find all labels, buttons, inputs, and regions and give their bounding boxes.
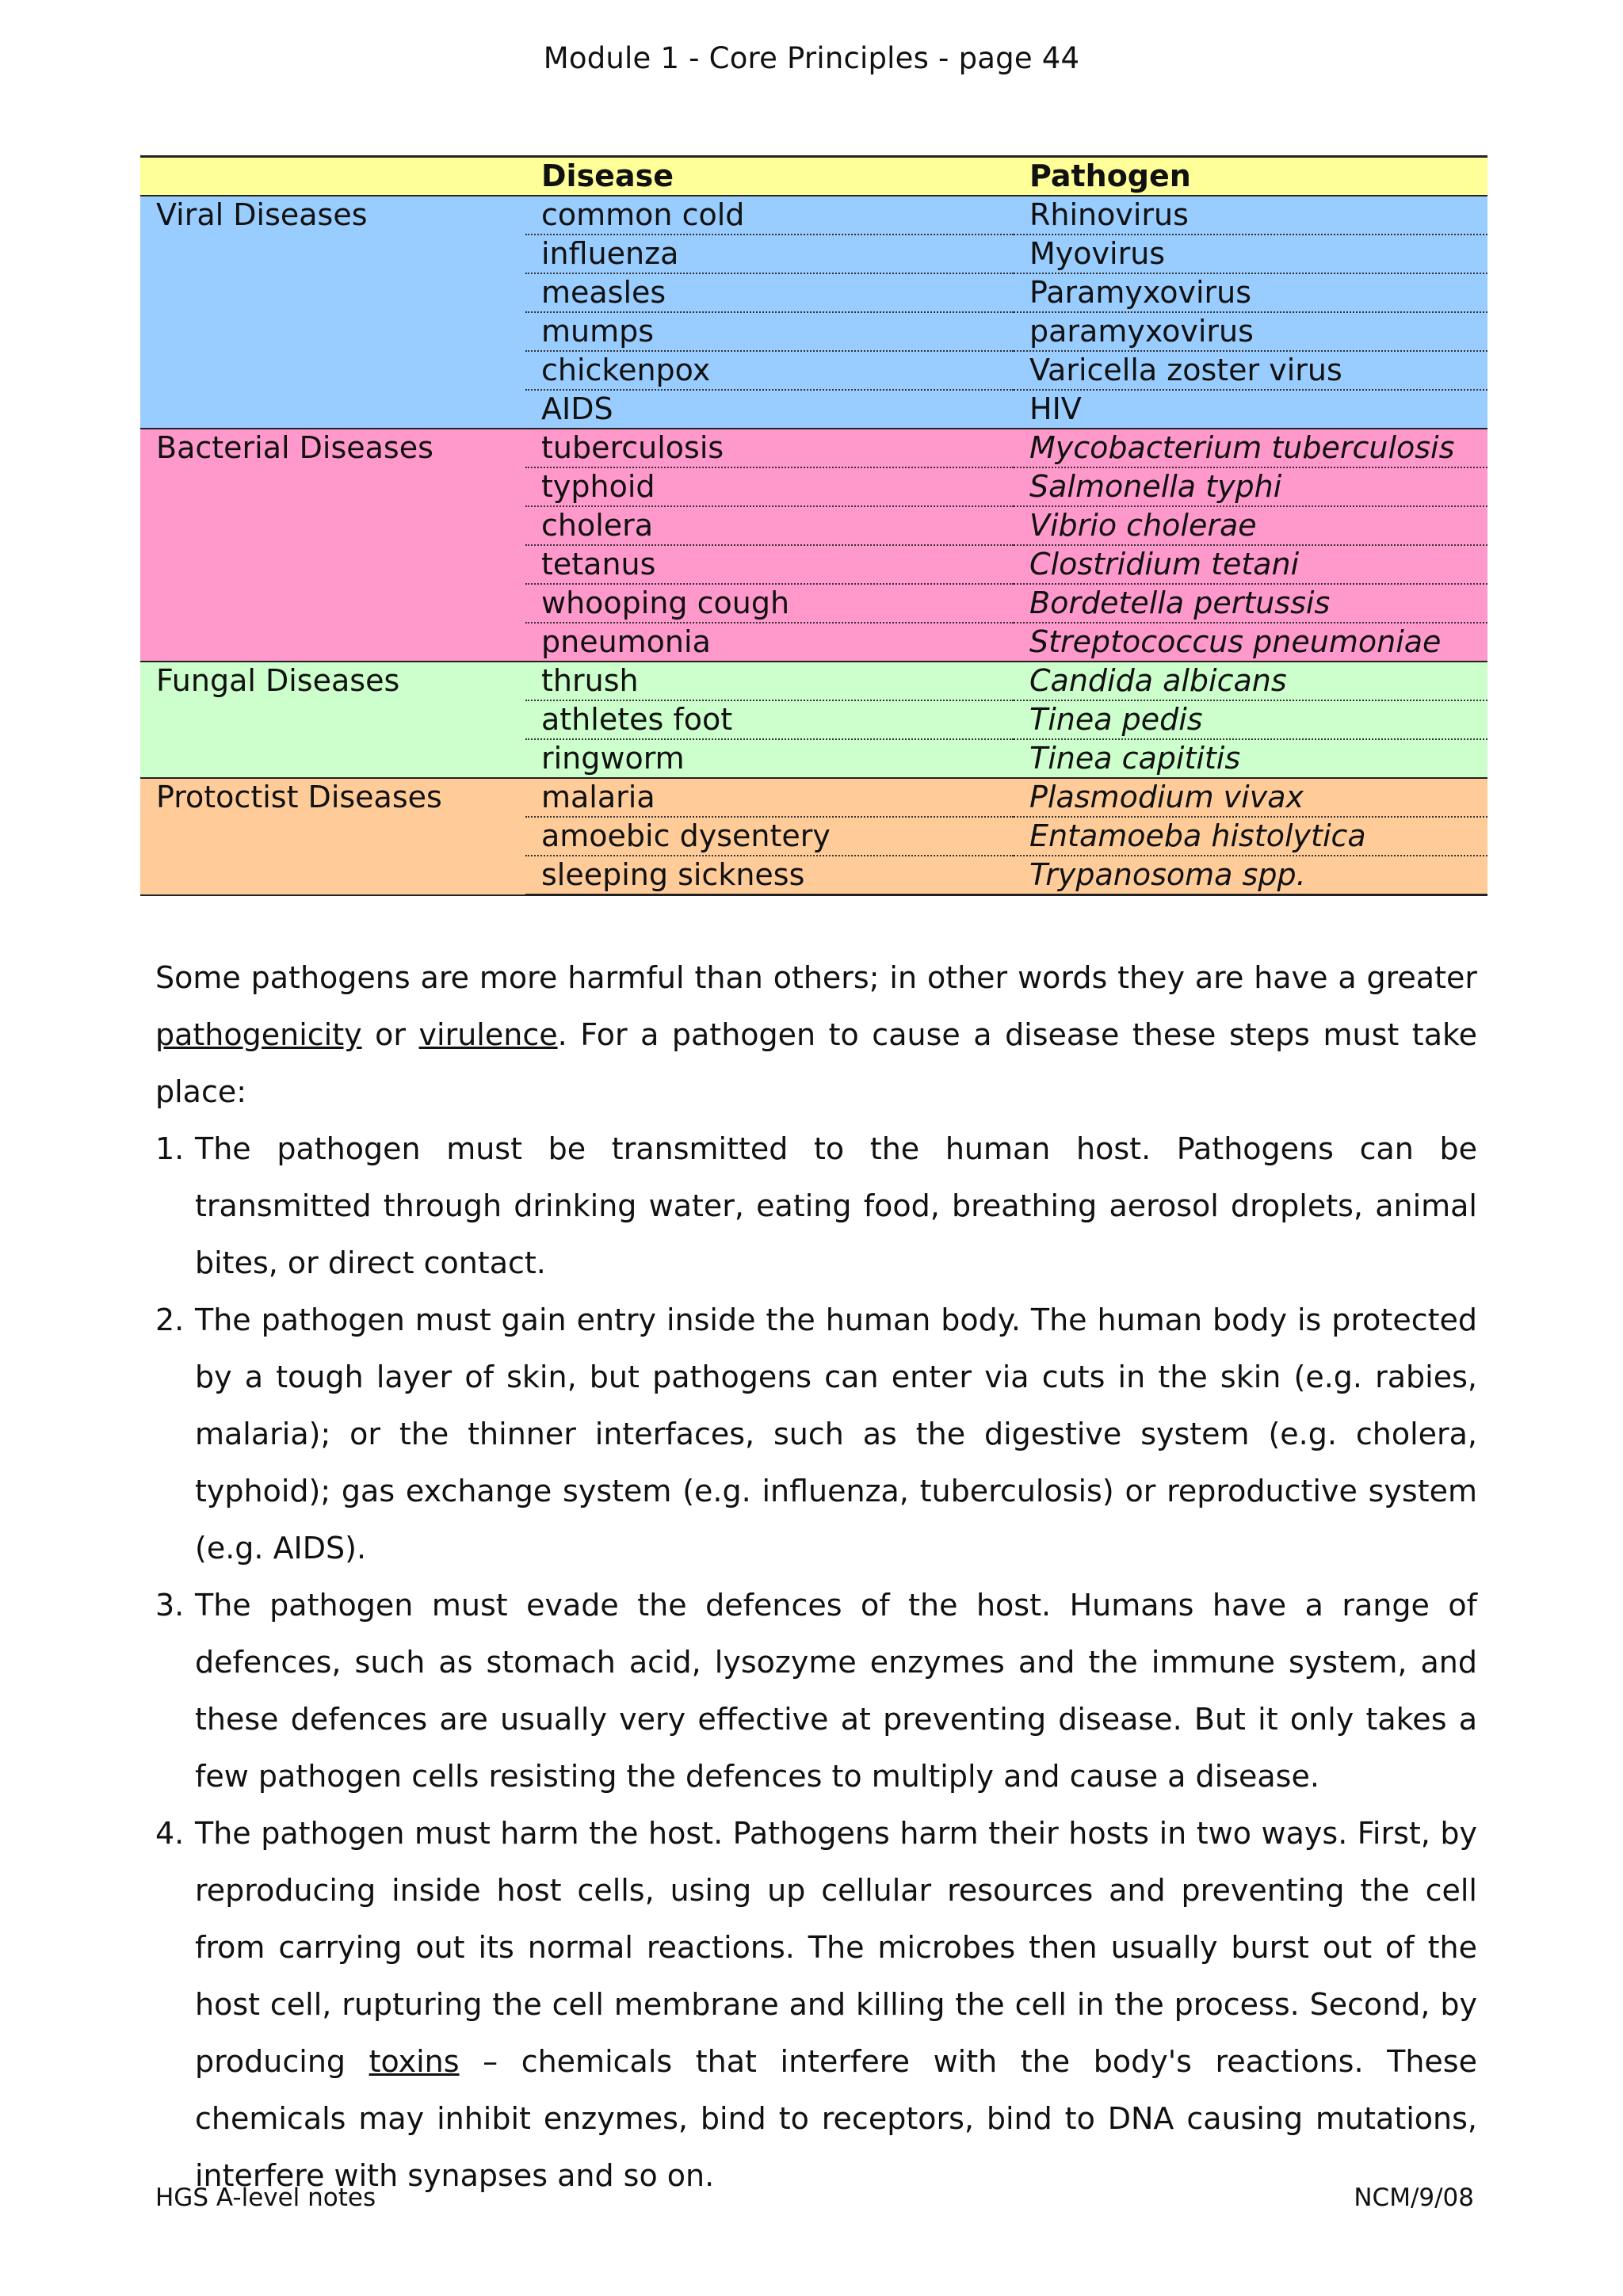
disease-cell: tuberculosis	[525, 429, 1014, 467]
toxins-term: toxins	[369, 2044, 460, 2079]
footer-right: NCM/9/08	[1354, 2183, 1474, 2212]
disease-cell: typhoid	[525, 467, 1014, 506]
disease-cell: influenza	[525, 235, 1014, 273]
disease-cell: pneumonia	[525, 623, 1014, 662]
disease-cell: measles	[525, 273, 1014, 312]
pathogen-cell: Rhinovirus	[1014, 196, 1487, 235]
disease-cell: common cold	[525, 196, 1014, 235]
pathogen-cell: Entamoeba histolytica	[1014, 817, 1487, 856]
disease-cell: cholera	[525, 506, 1014, 545]
table-row	[140, 662, 1487, 700]
virulence-term: virulence	[418, 1017, 558, 1052]
group-label: Viral Diseases	[140, 196, 525, 429]
pathogen-cell: Candida albicans	[1014, 662, 1487, 700]
table-row	[140, 429, 1487, 467]
pathogen-cell: Streptococcus pneumoniae	[1014, 623, 1487, 662]
step-text: The pathogen must harm the host. Pathogens harm their hosts in two ways. First, by reproducing inside host cells, using up cellular resources and preventing the cell from carrying out its normal reactions. The microbes then usually burst out of the host cell, rupturing the cell membrane and killing the cell in the process. Second, by producing	[195, 1816, 1477, 2079]
pathogen-cell: Clostridium tetani	[1014, 545, 1487, 584]
step-item	[155, 1291, 1477, 1577]
pathogen-cell: Paramyxovirus	[1014, 273, 1487, 312]
step-number: 4.	[155, 1816, 185, 1851]
step-item	[155, 1120, 1477, 1291]
pathogen-cell: Salmonella typhi	[1014, 467, 1487, 506]
table-row	[140, 778, 1487, 817]
intro-text: or	[361, 1017, 419, 1052]
disease-cell: mumps	[525, 312, 1014, 351]
pathogen-cell: Myovirus	[1014, 235, 1487, 273]
disease-cell: amoebic dysentery	[525, 817, 1014, 856]
step-item	[155, 1805, 1477, 2204]
disease-cell: chickenpox	[525, 351, 1014, 390]
footer-left: HGS A-level notes	[155, 2183, 376, 2212]
pathogen-cell: Mycobacterium tuberculosis	[1014, 429, 1487, 467]
intro-paragraph	[155, 949, 1477, 1120]
disease-cell: malaria	[525, 778, 1014, 817]
disease-cell: tetanus	[525, 545, 1014, 584]
table-body	[140, 196, 1487, 895]
intro-text: Some pathogens are more harmful than others; in other words they are have a greater	[155, 960, 1477, 995]
disease-cell: AIDS	[525, 390, 1014, 429]
disease-cell: whooping cough	[525, 584, 1014, 623]
header-pathogen: Pathogen	[1014, 157, 1487, 196]
pathogen-cell: Tinea capititis	[1014, 739, 1487, 778]
page-header: Module 1 - Core Principles - page 44	[543, 41, 1080, 75]
header-group	[140, 157, 525, 196]
table-header-row	[140, 157, 1487, 196]
disease-cell: ringworm	[525, 739, 1014, 778]
pathogen-cell: Vibrio cholerae	[1014, 506, 1487, 545]
pathogen-cell: Tinea pedis	[1014, 700, 1487, 739]
disease-pathogen-table	[140, 155, 1487, 896]
step-text: The pathogen must gain entry inside the human body. The human body is protected by a tough layer of skin, but pathogens can enter via cuts in the skin (e.g. rabies, malaria); or the thinner interfaces, such as the digestive system (e.g. cholera, typhoid); gas exchange system (e.g. influenza, tuberculosis) or reproductive system (e.g. AIDS).	[195, 1302, 1477, 1566]
group-label: Protoctist Diseases	[140, 778, 525, 895]
step-text: The pathogen must be transmitted to the human host. Pathogens can be transmitted through drinking water, eating food, breathing aerosol droplets, animal bites, or direct contact.	[195, 1131, 1477, 1280]
step-text: The pathogen must evade the defences of the host. Humans have a range of defences, such as stomach acid, lysozyme enzymes and the immune system, and these defences are usually very effective at preventing disease. But it only takes a few pathogen cells resisting the defences to multiply and cause a disease.	[195, 1588, 1477, 1794]
table-row	[140, 196, 1487, 235]
step-number: 3.	[155, 1588, 185, 1623]
steps-list	[155, 1120, 1477, 2204]
header-disease: Disease	[525, 157, 1014, 196]
disease-cell: sleeping sickness	[525, 856, 1014, 895]
pathogenicity-term: pathogenicity	[155, 1017, 362, 1052]
pathogen-cell: paramyxovirus	[1014, 312, 1487, 351]
pathogen-cell: Bordetella pertussis	[1014, 584, 1487, 623]
step-number: 2.	[155, 1302, 185, 1337]
pathogen-cell: Varicella zoster virus	[1014, 351, 1487, 390]
pathogen-cell: HIV	[1014, 390, 1487, 429]
intro-text: . For a pathogen to cause a disease these steps must take place:	[155, 1017, 1478, 1109]
body-text	[155, 949, 1477, 2204]
step-number: 1.	[155, 1131, 185, 1166]
group-label: Bacterial Diseases	[140, 429, 525, 662]
group-label: Fungal Diseases	[140, 662, 525, 778]
pathogen-cell: Plasmodium vivax	[1014, 778, 1487, 817]
disease-cell: thrush	[525, 662, 1014, 700]
step-text: – chemicals that interfere with the body's reactions. These chemicals may inhibit enzymes, bind to receptors, bind to DNA causing mutations, interfere with synapses and so on.	[195, 2044, 1477, 2193]
step-item	[155, 1577, 1477, 1805]
disease-cell: athletes foot	[525, 700, 1014, 739]
pathogen-cell: Trypanosoma spp.	[1014, 856, 1487, 895]
